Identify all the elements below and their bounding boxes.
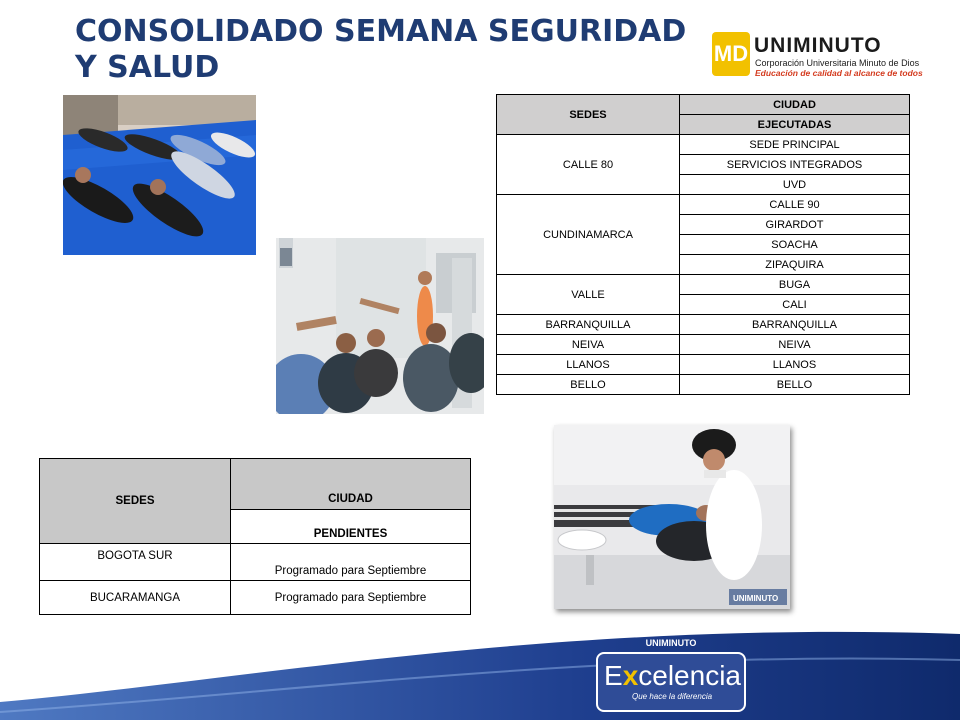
cell-ciudad: CALI [680,295,910,315]
uniminuto-logo [712,30,932,80]
table-row [497,355,910,375]
logo-name: UNIMINUTO [754,34,882,57]
header-sedes: SEDES [40,459,231,544]
cell-ciudad: SERVICIOS INTEGRADOS [680,155,910,175]
cell-sede: CUNDINAMARCA [497,195,680,275]
photo-relaxation-exercise [63,95,256,255]
table-pending-sites [39,458,471,615]
photo-active-break-class [276,238,484,414]
table-header-row [40,459,471,510]
excelencia-logo [596,638,746,712]
cell-sede: BOGOTA SUR [40,544,231,581]
cell-ciudad: GIRARDOT [680,215,910,235]
table-row [40,581,471,615]
header-ejecutadas: EJECUTADAS [680,115,910,135]
cell-estado: Programado para Septiembre [231,544,471,581]
photo-dental-check [554,425,790,609]
cell-ciudad: BUGA [680,275,910,295]
table-row [497,275,910,295]
header-ciudad: CIUDAD [231,459,471,510]
cell-sede: LLANOS [497,355,680,375]
excelencia-word [604,660,741,692]
logo-slogan: Educación de calidad al alcance de todos [755,68,923,78]
cell-ciudad: UVD [680,175,910,195]
table-executed-sites [496,94,910,395]
cell-ciudad: SOACHA [680,235,910,255]
photo-active-break-class-image [276,238,484,414]
cell-ciudad: BARRANQUILLA [680,315,910,335]
table-row [497,335,910,355]
cell-sede: VALLE [497,275,680,315]
excelencia-x: x [622,660,639,691]
excelencia-tagline: Que hace la diferencia [632,692,713,701]
logo-subtitle: Corporación Universitaria Minuto de Dios [755,58,920,68]
cell-sede: CALLE 80 [497,135,680,195]
header-pendientes: PENDIENTES [231,510,471,544]
footer-band [0,620,960,720]
page-title: CONSOLIDADO SEMANA SEGURIDAD Y SALUD [75,14,687,85]
cell-ciudad: NEIVA [680,335,910,355]
photo-watermark: UNIMINUTO [733,594,779,603]
cell-ciudad: ZIPAQUIRA [680,255,910,275]
photo-dental-check-image [554,425,790,609]
cell-sede: BUCARAMANGA [40,581,231,615]
cell-sede: BELLO [497,375,680,395]
table-row [497,135,910,155]
md-logo-icon: MD [712,32,750,76]
excelencia-rest: celencia [638,660,741,691]
cell-ciudad: SEDE PRINCIPAL [680,135,910,155]
table-row [497,195,910,215]
cell-sede: BARRANQUILLA [497,315,680,335]
photo-relaxation-exercise-image [63,95,256,255]
cell-ciudad: LLANOS [680,355,910,375]
header-ciudad: CIUDAD [680,95,910,115]
cell-estado: Programado para Septiembre [231,581,471,615]
cell-ciudad: CALLE 90 [680,195,910,215]
excelencia-brand: UNIMINUTO [645,638,697,648]
table-row [40,544,471,581]
header-sedes: SEDES [497,95,680,135]
cell-ciudad: BELLO [680,375,910,395]
table-row [497,315,910,335]
cell-sede: NEIVA [497,335,680,355]
excelencia-e: E [604,660,623,691]
table-row [497,375,910,395]
table-header-row [497,95,910,115]
